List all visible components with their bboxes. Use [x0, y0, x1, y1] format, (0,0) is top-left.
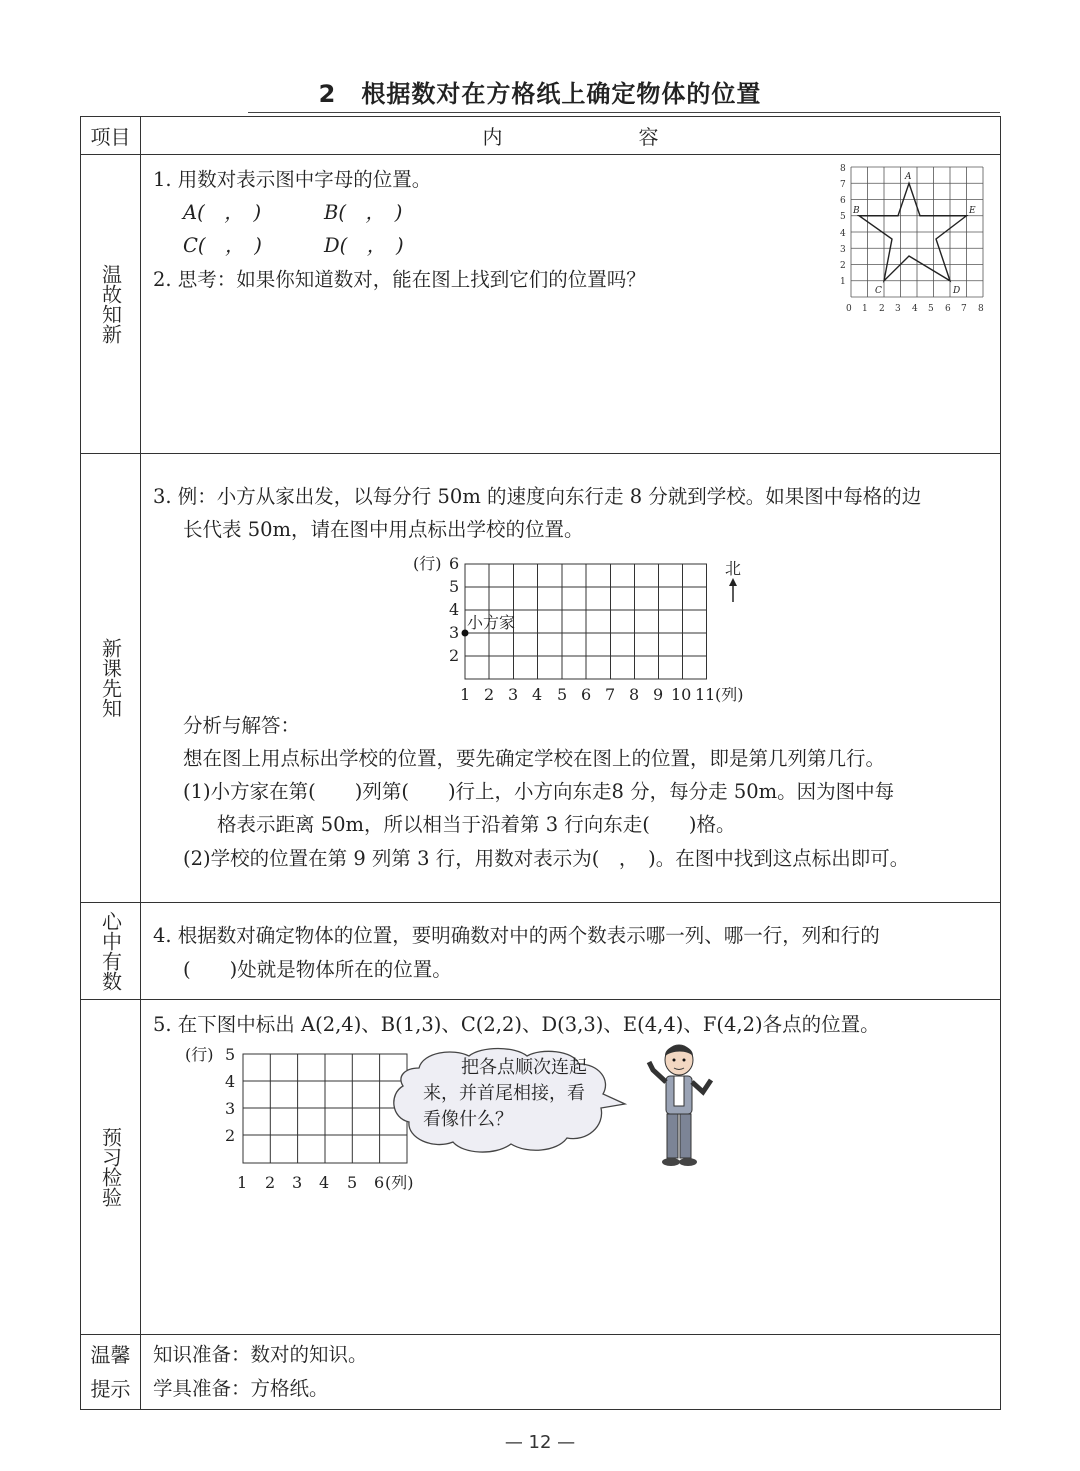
tip-tools: 学具准备：方格纸。	[153, 1377, 329, 1400]
y-tick: 4	[449, 600, 460, 619]
star-y-tick: 4	[840, 229, 846, 239]
answer-c: C( ， )	[183, 234, 262, 257]
y-tick: 5	[225, 1045, 236, 1064]
x-tick: 4	[319, 1173, 330, 1192]
star-y-tick: 6	[840, 196, 846, 206]
question-5: 5. 在下图中标出 A(2,4)、B(1,3)、C(2,2)、D(3,3)、E(4,4)、F(4,2)各点的位置。	[153, 1013, 880, 1036]
star-x-tick: 0	[846, 304, 852, 314]
header-content: 内 容	[141, 117, 1001, 155]
star-grid-figure	[831, 161, 1001, 321]
north-label: 北	[725, 559, 742, 578]
x-tick: 6	[581, 685, 592, 704]
star-y-tick: 2	[840, 261, 846, 271]
x-tick: 6	[374, 1173, 385, 1192]
title-rule	[248, 112, 1000, 113]
x-tick: 9	[653, 685, 664, 704]
star-grid-lines	[851, 167, 983, 297]
step-1-line2: 格表示距离 50m，所以相当于沿着第 3 行向东走( )格。	[217, 813, 736, 836]
bubble-line-1: 把各点顺次连起	[461, 1057, 587, 1078]
question-2: 2. 思考：如果你知道数对，能在图上找到它们的位置吗？	[153, 268, 646, 291]
analysis-intro: 想在图上用点标出学校的位置，要先确定学校在图上的位置，即是第几列第几行。	[183, 747, 886, 770]
x-tick: 2	[265, 1173, 276, 1192]
star-x-tick: 6	[945, 304, 951, 314]
answer-b: B( ， )	[324, 201, 403, 224]
page-title: 2 根据数对在方格纸上确定物体的位置	[318, 80, 762, 108]
x-tick: 3	[508, 685, 519, 704]
x-tick: 5	[347, 1173, 358, 1192]
x-tick: 11	[695, 685, 716, 704]
col-axis-label: (列)	[715, 685, 744, 704]
north-arrow	[729, 578, 737, 602]
section-label-text: 预习检验	[98, 1127, 123, 1207]
star-x-tick: 5	[928, 304, 934, 314]
worksheet-table	[80, 116, 1001, 1410]
tips-label-line-1: 温馨	[90, 1343, 131, 1367]
star-x-tick: 4	[912, 304, 918, 314]
x-tick: 1	[237, 1173, 248, 1192]
step-2: (2)学校的位置在第 9 列第 3 行，用数对表示为( ， )。在图中找到这点标出即可。	[183, 847, 910, 870]
y-tick: 4	[225, 1072, 236, 1091]
answer-a: A( ， )	[183, 201, 262, 224]
star-x-tick: 2	[879, 304, 885, 314]
star-y-tick: 3	[840, 245, 846, 255]
bubble-line-2: 来，并首尾相接，看	[423, 1083, 585, 1104]
section-new-lesson	[81, 454, 1001, 903]
row-axis-label: (行)	[185, 1045, 214, 1064]
y-tick: 2	[225, 1126, 236, 1145]
star-x-tick: 7	[961, 304, 967, 314]
section-review	[81, 155, 1001, 454]
star-point-d: D	[953, 286, 961, 296]
section-label-text: 心中有数	[98, 911, 123, 991]
section-preview-check	[81, 1000, 1001, 1335]
section-label-text: 新课先知	[98, 638, 123, 718]
section-tips	[81, 1335, 1001, 1410]
x-tick: 7	[605, 685, 616, 704]
y-tick: 5	[449, 577, 460, 596]
question-4-line1: 4. 根据数对确定物体的位置，要明确数对中的两个数表示哪一列、哪一行，列和行的	[153, 924, 880, 947]
x-tick: 2	[484, 685, 495, 704]
boy-illustration	[641, 1040, 717, 1170]
star-x-tick: 3	[895, 304, 901, 314]
star-x-tick: 1	[862, 304, 868, 314]
star-point-a: A	[905, 172, 912, 182]
star-point-e: E	[969, 206, 976, 216]
star-x-tick: 8	[978, 304, 984, 314]
answer-d: D( ， )	[324, 234, 404, 257]
tips-label-line-2: 提示	[90, 1377, 131, 1401]
y-tick: 3	[225, 1099, 236, 1118]
star-y-tick: 1	[840, 277, 846, 287]
y-tick: 3	[449, 623, 460, 642]
header-row	[81, 117, 1001, 155]
home-label: 小方家	[467, 613, 516, 632]
tip-knowledge: 知识准备：数对的知识。	[153, 1343, 368, 1366]
question-3-line2: 长代表 50m，请在图中用点标出学校的位置。	[183, 518, 584, 541]
header-item: 项目	[81, 117, 141, 155]
page-number: — 12 —	[504, 1432, 576, 1453]
x-tick: 8	[629, 685, 640, 704]
question-1: 1. 用数对表示图中字母的位置。	[153, 168, 432, 191]
star-y-tick: 5	[840, 212, 846, 222]
star-y-tick: 8	[840, 164, 846, 174]
section-takeaway	[81, 903, 1001, 1000]
question-3-line1: 3. 例：小方从家出发，以每分行 50m 的速度向东行走 8 分就到学校。如果图中每格的边	[153, 485, 922, 508]
section-label-text: 温故知新	[98, 264, 123, 344]
x-tick: 5	[557, 685, 568, 704]
x-tick: 3	[292, 1173, 303, 1192]
row-axis-label: (行)	[413, 554, 442, 573]
x-tick: 10	[671, 685, 692, 704]
section-label-review	[81, 155, 140, 453]
question-4-line2: ( )处就是物体所在的位置。	[183, 958, 452, 981]
star-point-c: C	[875, 286, 882, 296]
step-1-line1: (1)小方家在第( )列第( )行上，小方向东走8 分，每分走 50m。因为图中每	[183, 780, 895, 803]
route-grid-figure	[409, 552, 769, 704]
bubble-line-3: 看像什么？	[423, 1109, 513, 1130]
y-tick: 6	[449, 554, 460, 573]
x-tick: 4	[532, 685, 543, 704]
analysis-title: 分析与解答：	[183, 714, 301, 737]
star-y-tick: 7	[840, 180, 846, 190]
x-tick: 1	[460, 685, 471, 704]
y-tick: 2	[449, 646, 460, 665]
star-point-b: B	[853, 206, 860, 216]
col-axis-label: (列)	[385, 1173, 414, 1192]
